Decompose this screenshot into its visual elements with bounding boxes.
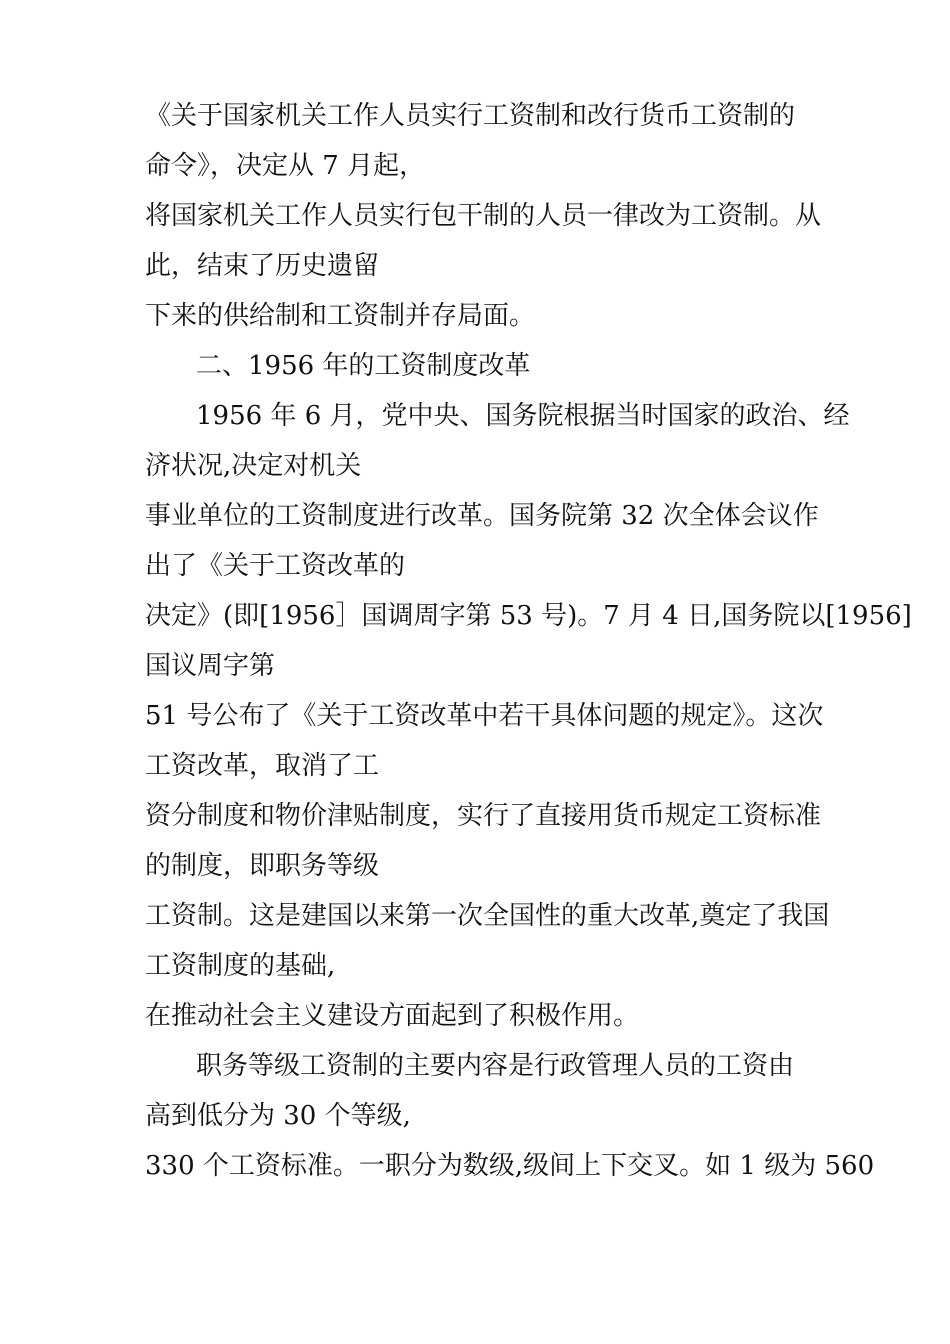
- text-line: 330 个工资标准。一职分为数级,级间上下交叉。如 1 级为 560: [145, 1151, 875, 1181]
- text-line: 此，结束了历史遗留: [145, 251, 380, 281]
- text-line: 工资制度的基础,: [145, 951, 336, 981]
- text-line: 在推动社会主义建设方面起到了积极作用。: [145, 1001, 640, 1031]
- text-line: 的制度，即职务等级: [145, 851, 380, 881]
- text-line: 决定》(即[1956］国调周字第 53 号)。7 月 4 日,国务院以[1956]: [145, 601, 912, 631]
- text-line: 出了《关于工资改革的: [145, 551, 406, 581]
- text-line: 国议周字第: [145, 651, 276, 681]
- text-line: 工资改革，取消了工: [145, 751, 380, 781]
- text-line: 《关于国家机关工作人员实行工资制和改行货币工资制的: [145, 101, 796, 131]
- text-line: 命令》，决定从 7 月起，: [145, 151, 426, 181]
- section-heading: 二、1956 年的工资制度改革: [196, 351, 531, 381]
- text-line: 济状况,决定对机关: [145, 451, 362, 481]
- text-line: 工资制。这是建国以来第一次全国性的重大改革,奠定了我国: [145, 901, 830, 931]
- text-line: 资分制度和物价津贴制度，实行了直接用货币规定工资标准: [145, 801, 822, 831]
- text-line: 51 号公布了《关于工资改革中若干具体问题的规定》。这次: [145, 701, 824, 731]
- text-line: 高到低分为 30 个等级,: [145, 1101, 411, 1131]
- text-line: 1956 年 6 月，党中央、国务院根据当时国家的政治、经: [196, 401, 850, 431]
- text-line: 职务等级工资制的主要内容是行政管理人员的工资由: [196, 1051, 795, 1081]
- text-line: 下来的供给制和工资制并存局面。: [145, 301, 536, 331]
- text-line: 将国家机关工作人员实行包干制的人员一律改为工资制。从: [145, 201, 822, 231]
- text-line: 事业单位的工资制度进行改革。国务院第 32 次全体会议作: [145, 501, 819, 531]
